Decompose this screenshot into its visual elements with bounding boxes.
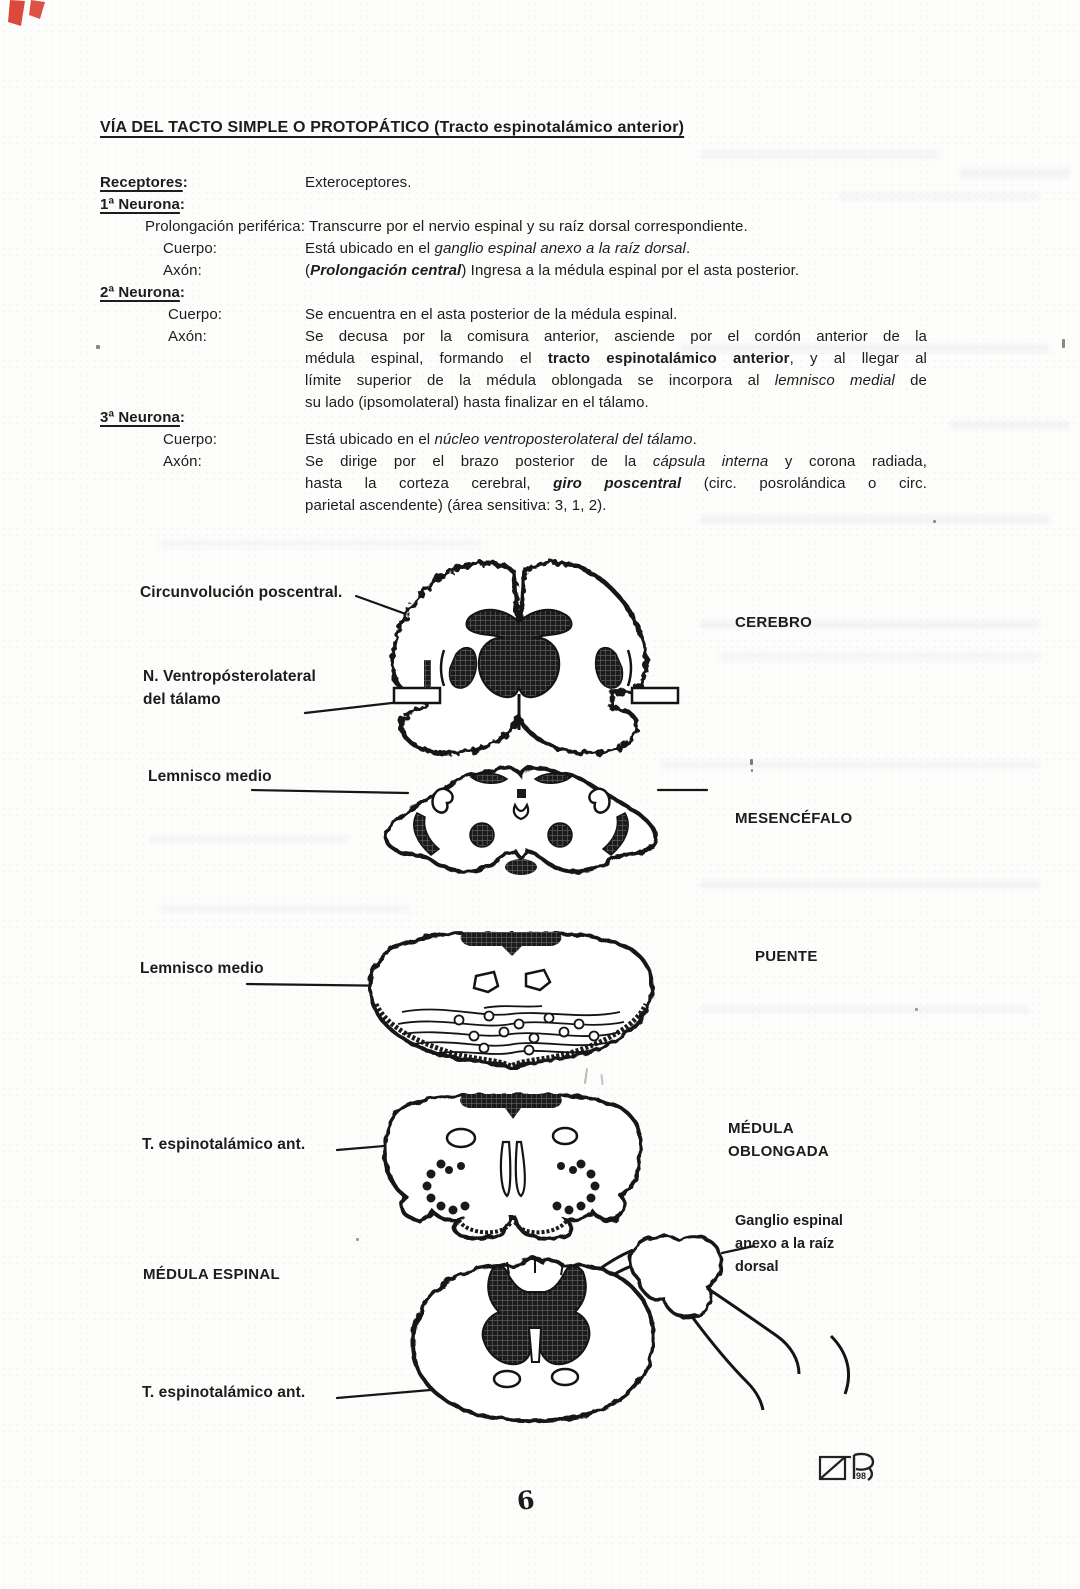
n3-cuerpo-label: Cuerpo:	[163, 431, 218, 448]
medulla-top-band	[460, 1094, 562, 1108]
label-ganglio-line2: anexo a la raíz	[735, 1236, 835, 1252]
receptores-label: Receptores	[100, 174, 183, 191]
label-nvpl-line2: del tálamo	[143, 691, 221, 708]
n2-axon-line4: su lado (ipsomolateral) hasta finalizar en el tálamo.	[305, 394, 649, 411]
center-dot	[517, 789, 526, 798]
root-distal-c	[831, 1336, 849, 1394]
label-tesp-1: T. espinotalámico ant.	[142, 1136, 306, 1153]
n3-header-colon: :	[179, 409, 186, 426]
label-medula-oblongada-2: OBLONGADA	[728, 1143, 830, 1160]
cerebro-drawing	[368, 558, 704, 763]
n1-axon-label: Axón:	[163, 262, 202, 279]
n1-header-colon: :	[179, 196, 186, 213]
label-lemnisco-2: Lemnisco medio	[140, 960, 264, 977]
spinothalamic-right	[552, 1369, 578, 1385]
n2-cuerpo-text: Se encuentra en el asta posterior de la médula espinal.	[305, 306, 678, 323]
n3-axon-line2: hasta la corteza cerebral, giro poscentral (circ. posrolándica o circ.	[305, 475, 927, 492]
spinothalamic-left	[494, 1371, 520, 1387]
receptores-value: Exteroceptores.	[305, 174, 412, 191]
lemniscus-blade-left	[501, 1142, 510, 1196]
lateral-sulcus-left	[394, 688, 440, 703]
n3-axon-line1: Se dirige por el brazo posterior de la cápsula interna y corona radiada,	[305, 453, 928, 470]
n1-cuerpo-label: Cuerpo:	[163, 240, 218, 257]
interpeduncular-blob	[505, 859, 537, 875]
n2-axon-line3: límite superior de la médula oblongada se incorpora al lemnisco medial de	[305, 372, 928, 389]
label-circunvolucion: Circunvolución poscentral.	[140, 584, 343, 601]
label-ganglio-line1: Ganglio espinal	[735, 1213, 843, 1229]
root-distal-b	[693, 1318, 763, 1410]
red-nucleus-right	[548, 823, 572, 847]
puente-drawing	[364, 920, 658, 1070]
label-lemnisco-1: Lemnisco medio	[148, 768, 272, 785]
red-nucleus-left	[470, 823, 494, 847]
pons-top-band	[461, 932, 562, 946]
n2-cuerpo-label: Cuerpo:	[168, 306, 223, 323]
stamp-digits: 98	[856, 1471, 867, 1481]
n2-header-text: 2ª Neurona	[100, 284, 180, 301]
n2-header-colon: :	[179, 284, 186, 301]
root-distal-a	[707, 1288, 799, 1374]
label-tesp-2: T. espinotalámico ant.	[142, 1384, 306, 1401]
label-ganglio-line3: dorsal	[735, 1259, 779, 1275]
n3-header-text: 3ª Neurona	[100, 409, 180, 426]
mesencefalo-drawing	[375, 763, 667, 875]
n1-prolongacion: Prolongación periférica: Transcurre por el nervio espinal y su raíz dorsal correspondiente.	[145, 218, 748, 235]
n1-header-text: 1ª Neurona	[100, 196, 180, 213]
label-cerebro: CEREBRO	[735, 614, 813, 631]
n2-axon-line1: Se decusa por la comisura anterior, asciende por el cordón anterior de la	[305, 328, 927, 345]
stamp-diagonal	[820, 1457, 845, 1479]
n1-axon-text: (Prolongación central) Ingresa a la médula espinal por el asta posterior.	[305, 262, 800, 279]
label-puente: PUENTE	[755, 948, 818, 965]
lateral-sulcus-right	[632, 688, 678, 703]
insula-bar-left	[424, 660, 431, 688]
n1-cuerpo-text: Está ubicado en el ganglio espinal anexo a la raíz dorsal.	[305, 240, 691, 257]
n3-cuerpo-text: Está ubicado en el núcleo ventroposterolateral del tálamo.	[305, 431, 697, 448]
label-medula-espinal: MÉDULA ESPINAL	[143, 1266, 280, 1283]
label-medula-oblongada-1: MÉDULA	[728, 1120, 794, 1137]
spinothalamic-left	[447, 1129, 475, 1147]
lemniscus-left	[474, 972, 498, 992]
page-title-text: VÍA DEL TACTO SIMPLE O PROTOPÁTICO (Tracto espinotalámico anterior)	[100, 119, 685, 136]
n3-axon-label: Axón:	[163, 453, 202, 470]
medula-espinal-drawing	[395, 1228, 875, 1428]
spinothalamic-right	[553, 1128, 577, 1144]
n2-axon-label: Axón:	[168, 328, 207, 345]
receptores-colon: :	[182, 174, 188, 191]
n3-axon-line3: parietal ascendente) (área sensitiva: 3, 1, 2).	[305, 497, 607, 514]
label-nvpl-line1: N. Ventropósterolateral	[143, 668, 316, 685]
label-mesencefalo: MESENCÉFALO	[735, 810, 853, 827]
n2-axon-line2: médula espinal, formando el tracto espinotalámico anterior, y al llegar al	[305, 350, 927, 367]
medula-oblongada-drawing	[369, 1086, 653, 1246]
publisher-stamp	[818, 1448, 884, 1488]
central-canal	[529, 1328, 541, 1362]
page-number: 6	[515, 1485, 537, 1516]
